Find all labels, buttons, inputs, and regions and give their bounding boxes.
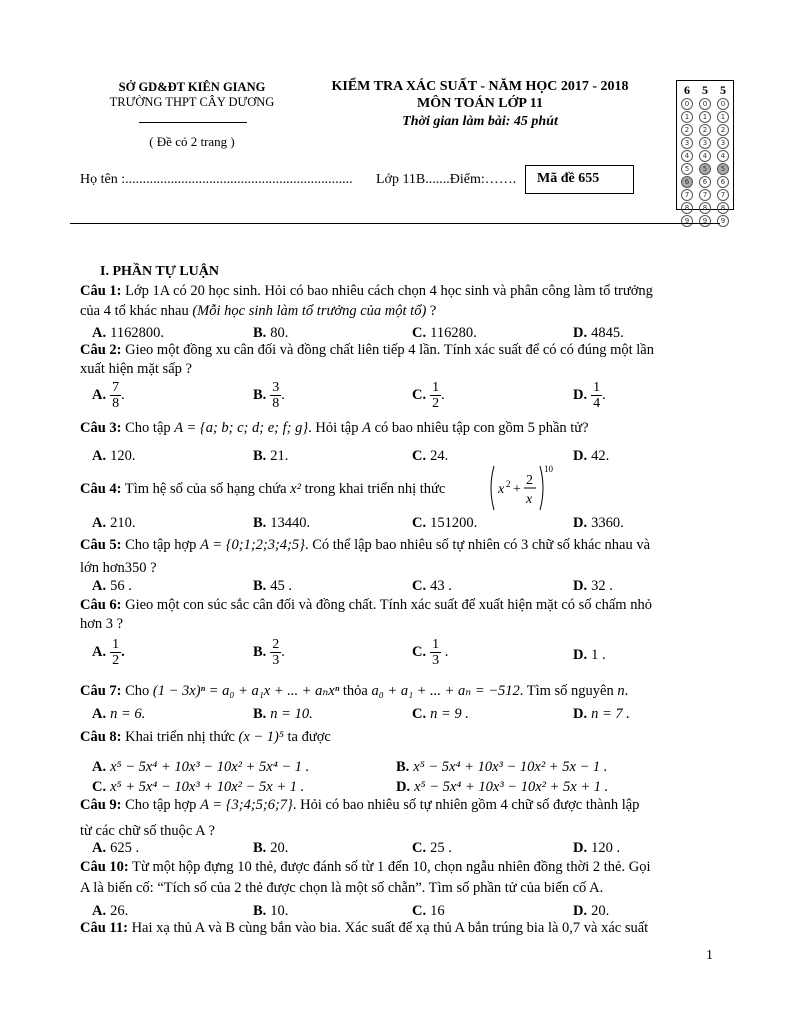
digit-bubble[interactable]: 8: [699, 202, 711, 214]
question-text: . Tìm số nguyên: [519, 683, 618, 699]
option-letter: A.: [92, 448, 107, 464]
question-text: thỏa: [339, 683, 372, 699]
option-letter: A.: [92, 643, 107, 660]
digit-bubble[interactable]: 9: [699, 215, 711, 227]
q5-option-a[interactable]: [92, 578, 132, 595]
q3-option-b[interactable]: [253, 448, 288, 465]
set-expression: A = {3;4;5;6;7}: [200, 797, 293, 813]
department-name: SỞ GD&ĐT KIÊN GIANG: [118, 80, 266, 94]
q4-option-a[interactable]: [92, 515, 135, 532]
question-10-cont: [80, 880, 603, 897]
code-digit: 6: [684, 83, 690, 97]
question-text: từ các chữ số thuộc A ?: [80, 823, 215, 839]
q6-option-d[interactable]: [573, 647, 606, 664]
exam-title: KIỂM TRA XÁC SUẤT - NĂM HỌC 2017 - 2018: [331, 79, 629, 94]
q4-option-b[interactable]: [253, 515, 310, 532]
option-text: 210.: [110, 515, 136, 531]
numerator: 7: [112, 380, 120, 395]
option-letter: D.: [573, 578, 588, 594]
option-letter: A.: [92, 515, 107, 531]
denominator: 8: [272, 396, 280, 411]
question-3: [80, 420, 589, 437]
q8-option-d[interactable]: [396, 779, 608, 796]
option-letter: D.: [573, 840, 588, 856]
option-text: 21.: [270, 448, 289, 464]
option-letter: A.: [92, 386, 107, 403]
option-text: 25 .: [430, 840, 452, 856]
q7-option-b[interactable]: [253, 706, 313, 723]
question-7: [80, 683, 628, 700]
question-text: . Có thể lập bao nhiêu số tự nhiên có 3 chữ số khác nhau và: [304, 537, 651, 553]
digit-bubble[interactable]: 5: [717, 163, 729, 175]
option-text: 116280.: [430, 325, 477, 341]
term-expression: x²: [290, 481, 301, 497]
denominator: 8: [112, 396, 120, 411]
option-text: 42.: [591, 448, 610, 464]
question-label: Câu 8:: [80, 729, 122, 745]
digit-bubble[interactable]: 2: [681, 124, 693, 136]
question-label: Câu 9:: [80, 797, 122, 813]
question-text: Cho: [121, 683, 153, 699]
q5-option-c[interactable]: [412, 578, 452, 595]
q10-option-b[interactable]: [253, 903, 288, 920]
q1-option-b[interactable]: [253, 325, 288, 342]
fraction: [270, 637, 281, 668]
question-text: . Hỏi tập: [308, 420, 363, 436]
option-letter: B.: [253, 643, 267, 660]
digit-bubble[interactable]: 3: [681, 137, 693, 149]
question-text: Lớp 1A có 20 học sinh. Hỏi có bao nhiêu cách chọn 4 học sinh và phân công làm tổ trưởng: [121, 283, 653, 299]
q1-option-c[interactable]: [412, 325, 477, 342]
question-11: [80, 920, 648, 937]
option-letter: D.: [573, 706, 588, 722]
digit-bubble[interactable]: 6: [699, 176, 711, 188]
q5-option-d[interactable]: [573, 578, 613, 595]
digit-bubble[interactable]: 4: [717, 150, 729, 162]
option-text: 20.: [591, 903, 610, 919]
digit-bubble[interactable]: 0: [717, 98, 729, 110]
option-text: 10.: [270, 903, 289, 919]
option-letter: D.: [573, 448, 588, 464]
q2-option-b[interactable]: B. $\frac{3}{8}$ .: [253, 380, 285, 411]
digit-bubble[interactable]: 9: [717, 215, 729, 227]
question-label: Câu 11:: [80, 920, 128, 936]
page-count-note: ( Đề có 2 trang ): [149, 134, 235, 149]
bubble-column-3: [715, 83, 731, 227]
question-8: [80, 729, 331, 746]
question-5-cont: [80, 560, 157, 577]
q5-option-b[interactable]: [253, 578, 292, 595]
q9-option-b[interactable]: [253, 840, 288, 857]
question-label: Câu 5:: [80, 537, 122, 553]
svg-text:2: 2: [506, 479, 511, 489]
question-text: lớn hơn350 ?: [80, 560, 157, 576]
option-text: x⁵ + 5x⁴ − 10x³ + 10x² − 5x + 1 .: [110, 779, 305, 795]
q2-option-d[interactable]: D. $\frac{1}{4}$ .: [573, 380, 606, 411]
fraction: [110, 380, 121, 411]
option-letter: C.: [412, 903, 427, 919]
digit-bubble[interactable]: 1: [717, 111, 729, 123]
svg-text:2: 2: [526, 473, 533, 488]
option-text: 1162800.: [110, 325, 164, 341]
option-text: n = 7 .: [591, 706, 630, 722]
option-letter: B.: [253, 386, 267, 403]
q8-option-a[interactable]: [92, 759, 309, 776]
exam-code-box: [525, 165, 634, 194]
question-label: Câu 1:: [80, 283, 122, 299]
option-text: 45 .: [270, 578, 293, 594]
question-label: Câu 7:: [80, 683, 122, 699]
code-digit: 5: [720, 83, 726, 97]
numerator: 1: [112, 637, 120, 652]
question-2-cont: [80, 361, 192, 378]
question-text: Cho tập: [121, 420, 175, 436]
fraction: [591, 380, 602, 411]
digit-bubble[interactable]: 8: [717, 202, 729, 214]
digit-bubble[interactable]: 8: [681, 202, 693, 214]
question-1: [80, 283, 653, 300]
option-letter: B.: [253, 706, 267, 722]
q4-option-c[interactable]: [412, 515, 477, 532]
q6-option-a[interactable]: A. $\frac{1}{2}$ .: [92, 637, 125, 668]
option-text: 80.: [270, 325, 289, 341]
question-text: ta được: [283, 729, 331, 745]
option-text: 13440.: [270, 515, 311, 531]
fraction: [430, 380, 441, 411]
q6-option-b[interactable]: B. $\frac{2}{3}$ .: [253, 637, 285, 668]
variable: A: [362, 420, 371, 436]
q2-option-c[interactable]: C. $\frac{1}{2}$ .: [412, 380, 445, 411]
question-10: [80, 859, 650, 876]
question-text: Cho tập hợp: [121, 537, 201, 553]
option-text: 4845.: [591, 325, 624, 341]
option-letter: D.: [573, 903, 588, 919]
option-letter: C.: [412, 643, 427, 660]
question-note: (Mỗi học sinh làm tổ trưởng của một tổ): [192, 303, 427, 319]
svg-text:+: +: [513, 482, 521, 497]
question-5: [80, 537, 650, 554]
digit-bubble[interactable]: 1: [681, 111, 693, 123]
student-name-field[interactable]: Họ tên :.................................................................: [80, 172, 353, 187]
option-text: 3360.: [591, 515, 624, 531]
option-letter: C.: [412, 578, 427, 594]
question-text: Hai xạ thủ A và B cùng bắn vào bia. Xác suất để xạ thủ A bắn trúng bia là 0,7 và xác suất: [127, 920, 649, 936]
option-text: 16: [430, 903, 445, 919]
option-text: 56 .: [110, 578, 132, 594]
option-text: n = 10.: [270, 706, 313, 722]
question-6: [80, 597, 652, 614]
numerator: 1: [432, 380, 440, 395]
option-letter: B.: [253, 325, 267, 341]
option-letter: B.: [396, 759, 410, 775]
option-text: 120 .: [591, 840, 621, 856]
question-text: .: [624, 683, 629, 699]
question-text: Gieo một đồng xu cân đối và đồng chất liên tiếp 4 lần. Tính xác suất để có có đúng một lần: [121, 342, 654, 358]
question-text: Cho tập hợp: [121, 797, 201, 813]
fraction: [110, 637, 121, 668]
option-letter: A.: [92, 325, 107, 341]
numerator: 1: [593, 380, 601, 395]
svg-text:x: x: [498, 482, 505, 497]
digit-bubble[interactable]: 3: [717, 137, 729, 149]
q3-option-d[interactable]: [573, 448, 609, 465]
option-letter: C.: [92, 779, 107, 795]
question-text: trong khai triển nhị thức: [300, 481, 446, 497]
digit-bubble[interactable]: 7: [699, 189, 711, 201]
question-text: hơn 3 ?: [80, 616, 124, 632]
option-letter: B.: [253, 840, 267, 856]
option-letter: A.: [92, 759, 107, 775]
school-name: TRƯỜNG THPT CÂY DƯƠNG: [109, 95, 275, 109]
question-label: Câu 3:: [80, 420, 122, 436]
question-text: A là biến cố: “Tích số của 2 thẻ được chọn là một số chẵn”. Tìm số phần tử của biến cố A.: [80, 880, 604, 896]
question-9-cont: [80, 823, 215, 840]
denominator: 3: [272, 653, 280, 668]
question-label: Câu 4:: [80, 481, 122, 497]
denominator: 4: [593, 396, 601, 411]
question-text: của 4 tổ khác nhau: [80, 303, 193, 319]
option-text: n = 9 .: [430, 706, 469, 722]
digit-bubble[interactable]: 9: [681, 215, 693, 227]
numerator: 3: [272, 380, 280, 395]
q10-option-c[interactable]: [412, 903, 445, 920]
option-text: 625 .: [110, 840, 140, 856]
option-letter: D.: [573, 515, 588, 531]
option-text: 151200.: [430, 515, 478, 531]
digit-bubble[interactable]: 6: [681, 176, 693, 188]
question-2: [80, 342, 654, 359]
option-text: x⁵ − 5x⁴ + 10x³ − 10x² + 5x − 1 .: [413, 759, 608, 775]
question-text: Gieo một con súc sắc cân đối và đồng chất. Tính xác suất để xuất hiện mặt có số chấm nhỏ: [121, 597, 652, 613]
bubble-column-2: [697, 83, 713, 227]
option-letter: D.: [396, 779, 411, 795]
q3-option-a[interactable]: [92, 448, 135, 465]
question-text: có bao nhiêu tập con gồm 5 phần tử?: [370, 420, 589, 436]
digit-bubble[interactable]: 4: [699, 150, 711, 162]
q7-option-c[interactable]: [412, 706, 469, 723]
option-letter: B.: [253, 515, 267, 531]
option-letter: B.: [253, 448, 267, 464]
option-letter: C.: [412, 515, 427, 531]
q7-option-d[interactable]: [573, 706, 630, 723]
denominator: 3: [432, 653, 440, 668]
subject-title: MÔN TOÁN LỚP 11: [417, 96, 543, 111]
q10-option-d[interactable]: [573, 903, 609, 920]
condition-expression: a₀ + a₁ + ... + aₙ = −512: [371, 683, 520, 699]
svg-text:10: 10: [544, 464, 553, 474]
variable: n: [617, 683, 625, 699]
q9-option-c[interactable]: [412, 840, 452, 857]
question-text: ?: [426, 303, 437, 319]
digit-bubble[interactable]: 2: [699, 124, 711, 136]
question-4: [80, 481, 445, 498]
option-letter: D.: [573, 647, 588, 663]
numerator: 1: [432, 637, 440, 652]
digit-bubble[interactable]: 3: [699, 137, 711, 149]
digit-bubble[interactable]: 4: [681, 150, 693, 162]
option-text: n = 6.: [110, 706, 146, 722]
q1-option-d[interactable]: [573, 325, 624, 342]
bubble-column-1: [679, 83, 695, 227]
option-text: 1 .: [591, 647, 606, 663]
option-letter: C.: [412, 448, 427, 464]
question-1-cont: [80, 303, 436, 320]
binomial-expression: [486, 462, 560, 514]
option-letter: C.: [412, 840, 427, 856]
expansion-expression: (1 − 3x)ⁿ = a₀ + a₁x + ... + aₙxⁿ: [152, 683, 340, 699]
exam-code-bubble-grid: [676, 80, 734, 225]
q6-option-c[interactable]: C. $\frac{1}{3}$ .: [412, 637, 449, 668]
question-label: Câu 2:: [80, 342, 122, 358]
section-title: I. PHẦN TỰ LUẬN: [100, 264, 220, 279]
q9-option-d[interactable]: [573, 840, 620, 857]
question-6-cont: [80, 616, 123, 633]
numerator: 2: [272, 637, 280, 652]
fraction: [430, 637, 441, 668]
exam-duration: Thời gian làm bài: 45 phút: [402, 114, 558, 129]
question-text: Tìm hệ số của số hạng chứa: [121, 481, 291, 497]
option-text: 120.: [110, 448, 136, 464]
q9-option-a[interactable]: [92, 840, 139, 857]
question-label: Câu 6:: [80, 597, 122, 613]
q3-option-c[interactable]: [412, 448, 448, 465]
option-text: 20.: [270, 840, 289, 856]
option-text: 32 .: [591, 578, 613, 594]
option-letter: A.: [92, 903, 107, 919]
exam-code: Mã đề 655: [537, 171, 600, 186]
q10-option-a[interactable]: [92, 903, 128, 920]
digit-bubble[interactable]: 5: [681, 163, 693, 175]
digit-bubble[interactable]: 7: [717, 189, 729, 201]
option-letter: B.: [253, 903, 267, 919]
fraction: [270, 380, 281, 411]
question-label: Câu 10:: [80, 859, 129, 875]
option-text: x⁵ − 5x⁴ + 10x³ − 10x² + 5x⁴ − 1 .: [110, 759, 310, 775]
code-digit: 5: [702, 83, 708, 97]
option-text: 24.: [430, 448, 449, 464]
header-rule: [139, 122, 247, 123]
digit-bubble[interactable]: 6: [717, 176, 729, 188]
binomial-expression: (x − 1)⁵: [238, 729, 284, 745]
class-score-field[interactable]: Lớp 11B.......Điểm:…….: [376, 172, 517, 187]
option-letter: B.: [253, 578, 267, 594]
option-letter: C.: [412, 706, 427, 722]
digit-bubble[interactable]: 7: [681, 189, 693, 201]
question-9: [80, 797, 639, 814]
digit-bubble[interactable]: 2: [717, 124, 729, 136]
option-letter: A.: [92, 840, 107, 856]
question-text: . Hỏi có bao nhiêu số tự nhiên gồm 4 chữ số được thành lập: [292, 797, 640, 813]
option-letter: C.: [412, 325, 427, 341]
option-letter: A.: [92, 706, 107, 722]
q8-option-c[interactable]: [92, 779, 304, 796]
q4-option-d[interactable]: [573, 515, 624, 532]
option-letter: C.: [412, 386, 427, 403]
digit-bubble[interactable]: 1: [699, 111, 711, 123]
header-separator: [70, 223, 720, 224]
denominator: 2: [112, 653, 120, 668]
denominator: 2: [432, 396, 440, 411]
digit-bubble[interactable]: 0: [699, 98, 711, 110]
set-expression: A = {0;1;2;3;4;5}: [200, 537, 305, 553]
q1-option-a[interactable]: [92, 325, 164, 342]
option-text: x⁵ − 5x⁴ + 10x³ − 10x² + 5x + 1 .: [414, 779, 609, 795]
option-text: 43 .: [430, 578, 452, 594]
set-expression: A = {a; b; c; d; e; f; g}: [174, 420, 309, 436]
question-text: xuất hiện mặt sấp ?: [80, 361, 192, 377]
option-letter: A.: [92, 578, 107, 594]
digit-bubble[interactable]: 5: [699, 163, 711, 175]
question-text: Từ một hộp đựng 10 thẻ, được đánh số từ 1 đến 10, chọn ngẫu nhiên đồng thời 2 thẻ. Gọi: [128, 859, 651, 875]
svg-text:x: x: [526, 492, 533, 507]
question-text: Khai triển nhị thức: [121, 729, 239, 745]
q8-option-b[interactable]: [396, 759, 607, 776]
q7-option-a[interactable]: [92, 706, 145, 723]
option-letter: D.: [573, 325, 588, 341]
q2-option-a[interactable]: A. $\frac{7}{8}$ .: [92, 380, 125, 411]
option-letter: D.: [573, 386, 588, 403]
page-number: 1: [706, 948, 713, 963]
option-text: 26.: [110, 903, 129, 919]
digit-bubble[interactable]: 0: [681, 98, 693, 110]
